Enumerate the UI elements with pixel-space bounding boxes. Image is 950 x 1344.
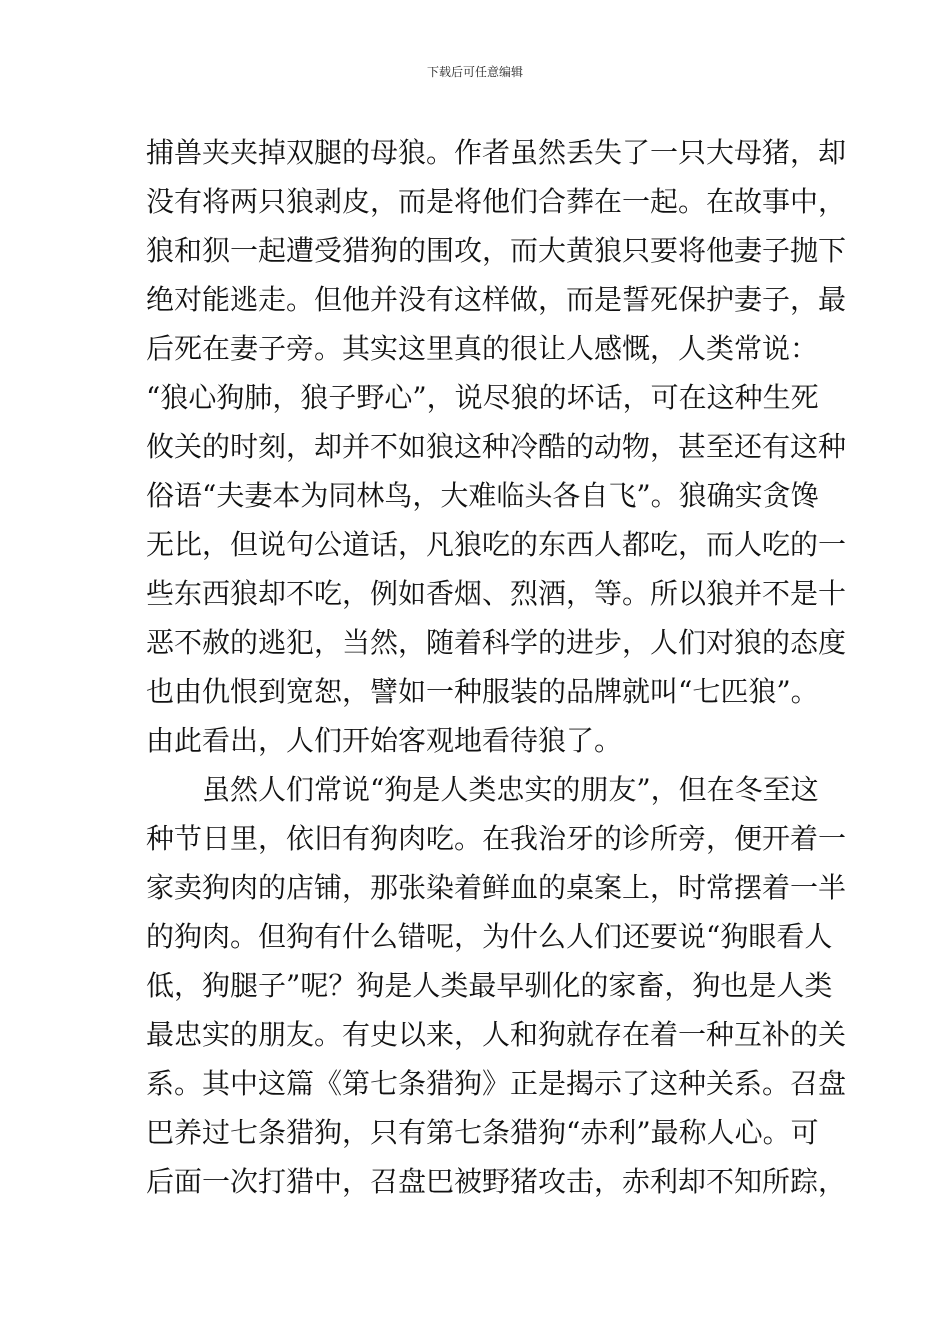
text-line: 虽然人们常说“狗是人类忠实的朋友”，但在冬至这 bbox=[202, 773, 819, 806]
text-line: 最忠实的朋友。有史以来，人和狗就存在着一种互补的关 bbox=[146, 1018, 847, 1051]
document-body bbox=[146, 128, 847, 1206]
text-line: 巴养过七条猎狗，只有第七条猎狗“赤利”最称人心。可 bbox=[146, 1116, 819, 1149]
text-line: 捕兽夹夹掉双腿的母狼。作者虽然丢失了一只大母猪，却 bbox=[146, 136, 847, 169]
text-line: 俗语“夫妻本为同林鸟，大难临头各自飞”。狼确实贪馋 bbox=[146, 479, 819, 512]
text-line: 攸关的时刻，却并不如狼这种冷酷的动物，甚至还有这种 bbox=[146, 430, 847, 463]
text-line: 无比，但说句公道话，凡狼吃的东西人都吃，而人吃的一 bbox=[146, 528, 847, 561]
text-line: 些东西狼却不吃，例如香烟、烈酒，等。所以狼并不是十 bbox=[146, 577, 847, 610]
text-line: 后死在妻子旁。其实这里真的很让人感慨，人类常说： bbox=[146, 332, 819, 365]
text-line: 由此看出，人们开始客观地看待狼了。 bbox=[146, 724, 623, 757]
text-line: 后面一次打猎中，召盘巴被野猪攻击，赤利却不知所踪， bbox=[146, 1165, 847, 1198]
text-line: 狼和狈一起遭受猎狗的围攻，而大黄狼只要将他妻子抛下 bbox=[146, 234, 847, 267]
page-header: 下载后可任意编辑 bbox=[426, 65, 523, 79]
text-line: 系。其中这篇《第七条猎狗》正是揭示了这种关系。召盘 bbox=[146, 1067, 847, 1100]
text-line: 没有将两只狼剥皮，而是将他们合葬在一起。在故事中， bbox=[146, 185, 847, 218]
text-line: 绝对能逃走。但他并没有这样做，而是誓死保护妻子，最 bbox=[146, 283, 847, 316]
paragraph-1 bbox=[146, 128, 847, 765]
text-line: 的狗肉。但狗有什么错呢，为什么人们还要说“狗眼看人 bbox=[146, 920, 833, 953]
text-line: 恶不赦的逃犯，当然，随着科学的进步，人们对狼的态度 bbox=[146, 626, 847, 659]
text-line: “狼心狗肺，狼子野心”，说尽狼的坏话，可在这种生死 bbox=[146, 381, 819, 414]
text-line: 家卖狗肉的店铺，那张染着鲜血的桌案上，时常摆着一半 bbox=[146, 871, 847, 904]
paragraph-2 bbox=[146, 765, 847, 1206]
text-line: 种节日里，依旧有狗肉吃。在我治牙的诊所旁，便开着一 bbox=[146, 822, 847, 855]
text-line: 也由仇恨到宽恕，譬如一种服装的品牌就叫“七匹狼”。 bbox=[146, 675, 819, 708]
text-line: 低，狗腿子”呢？狗是人类最早驯化的家畜，狗也是人类 bbox=[146, 969, 833, 1002]
